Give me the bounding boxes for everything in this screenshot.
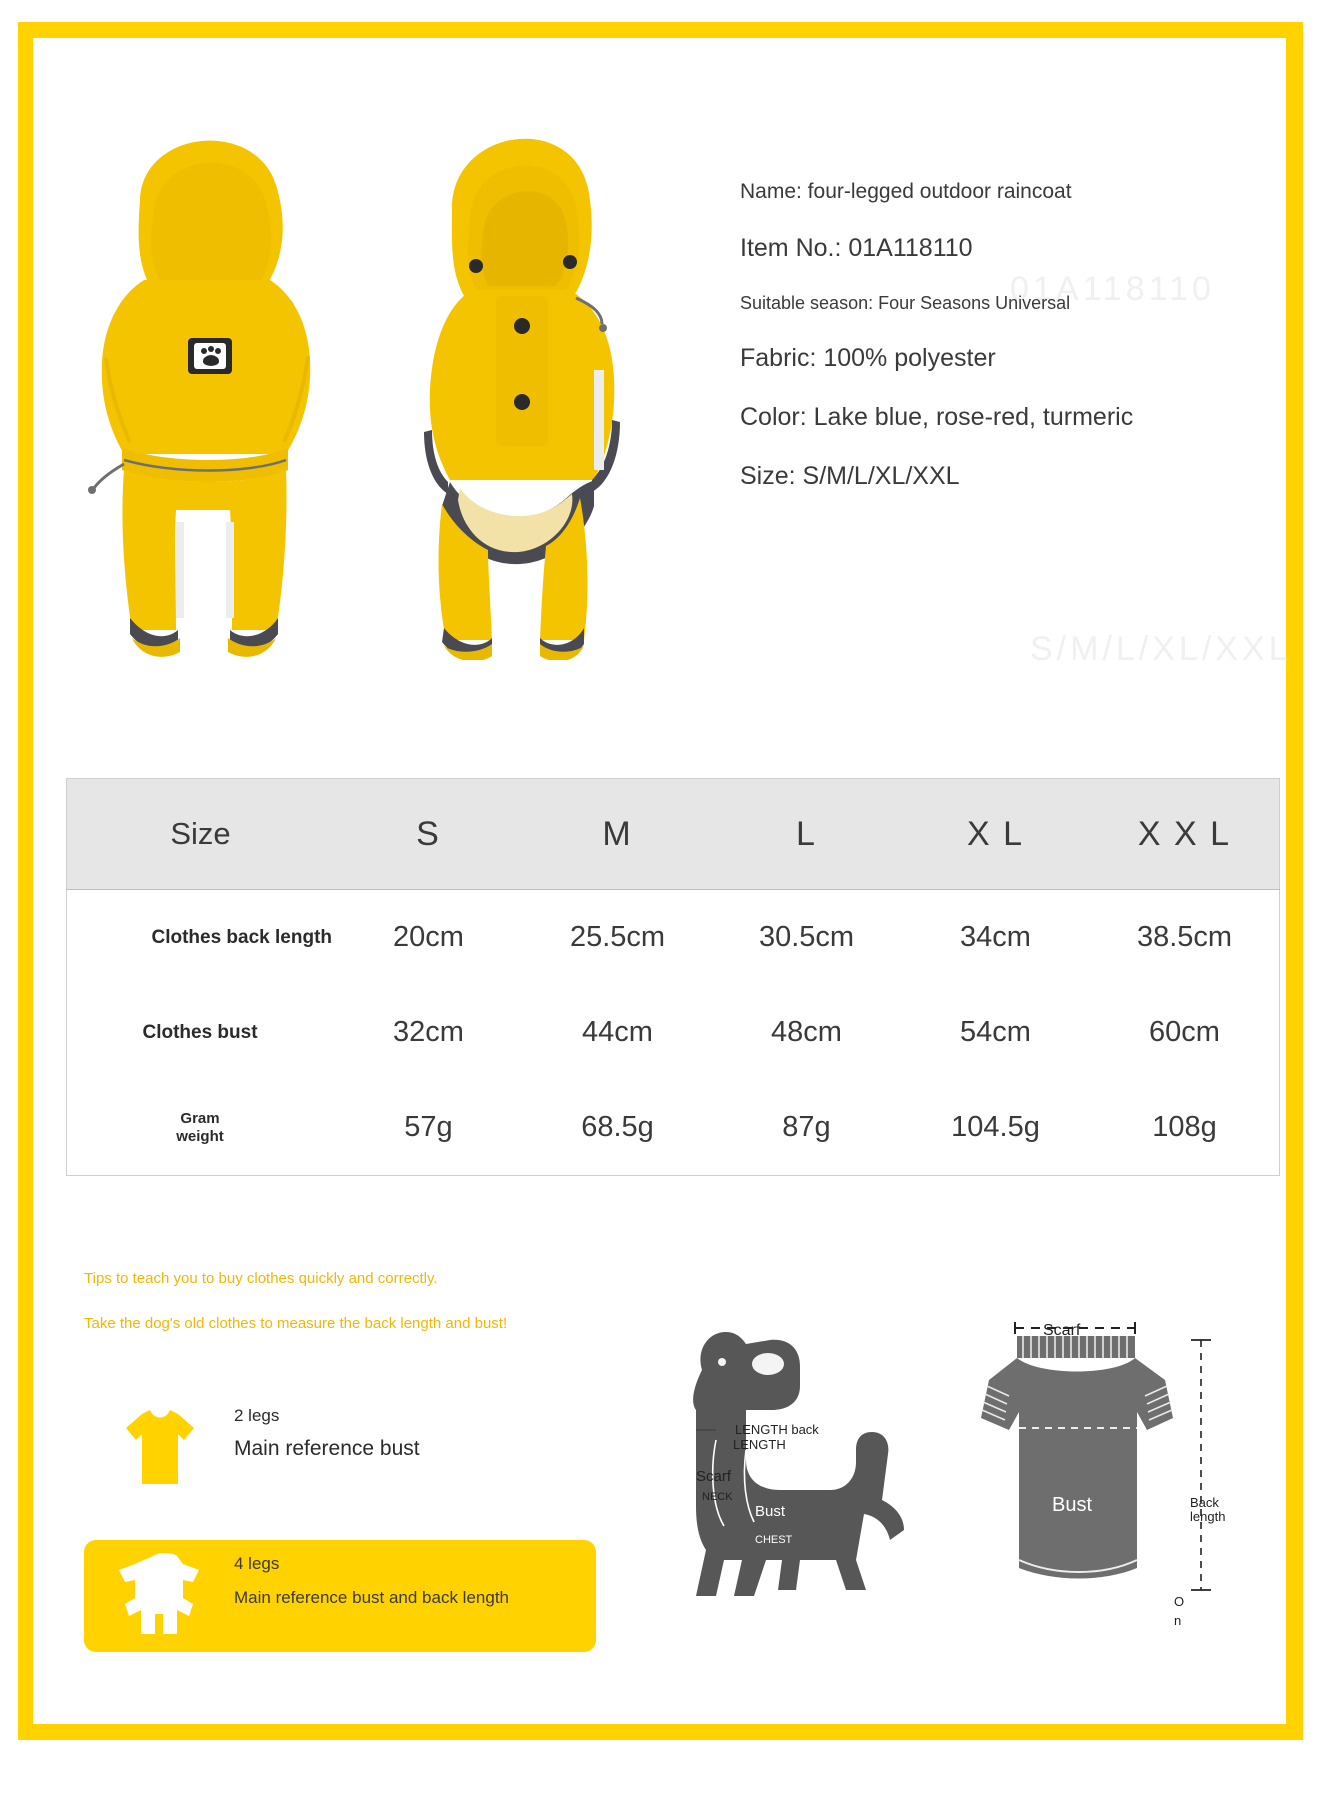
ghost-text-item: 01A118110 xyxy=(1010,270,1215,308)
size-col-s: S xyxy=(334,779,523,890)
cell-bust-s: 32cm xyxy=(393,1016,464,1048)
raincoat-back-view-image xyxy=(80,90,340,660)
row-label-gram-weight xyxy=(67,1080,335,1176)
label-chest: CHEST xyxy=(755,1534,793,1546)
size-header-label: Size xyxy=(67,779,335,890)
cell-back-length-s: 20cm xyxy=(393,921,464,953)
legs-option-4 xyxy=(84,1540,596,1652)
tip-line-1: Tips to teach you to buy clothes quickly and correctly. xyxy=(84,1270,438,1287)
cell-back-length-l: 30.5cm xyxy=(758,921,855,953)
cell-gram-s: 57g xyxy=(404,1111,453,1143)
cell-gram-m: 68.5g xyxy=(581,1111,654,1143)
spec-season: Suitable season: Four Seasons Universal xyxy=(740,293,1071,313)
spec-size: Size: S/M/L/XL/XXL xyxy=(740,462,960,490)
legs-options xyxy=(84,1392,644,1652)
cell-bust-l: 48cm xyxy=(771,1016,842,1048)
size-col-xl: X L xyxy=(901,779,1090,890)
four-leg-suit-icon xyxy=(114,1550,206,1642)
cell-gram-xl: 104.5g xyxy=(951,1111,1040,1143)
cell-gram-xxl: 108g xyxy=(1152,1111,1217,1143)
size-chart-table xyxy=(66,778,1280,1176)
label-scarf-shirt: Scarf xyxy=(1043,1322,1081,1339)
table-row xyxy=(67,1080,1280,1176)
legs-option-4-desc: Main reference bust and back length xyxy=(234,1588,510,1607)
raincoat-front-view-image xyxy=(380,90,650,660)
cell-bust-m: 44cm xyxy=(582,1016,653,1048)
label-bust-shirt: Bust xyxy=(1052,1494,1093,1516)
row-label-gram-weight-line1: Gram xyxy=(180,1110,220,1128)
label-length: LENGTH xyxy=(733,1437,786,1452)
label-bottom-2: n xyxy=(1174,1613,1182,1628)
cell-back-length-m: 25.5cm xyxy=(569,921,666,953)
table-row xyxy=(67,985,1280,1080)
size-col-m: M xyxy=(523,779,712,890)
table-header-row xyxy=(67,779,1280,890)
spec-item-no: Item No.: 01A118110 xyxy=(740,234,973,262)
ghost-text-size: S/M/L/XL/XXL xyxy=(1030,630,1292,668)
shirt-measurement-diagram xyxy=(975,1300,1275,1640)
product-spec-list xyxy=(740,180,1260,521)
row-label-gram-weight-line2: weight xyxy=(176,1127,224,1145)
spec-color: Color: Lake blue, rose-red, turmeric xyxy=(740,403,1134,431)
legs-option-2 xyxy=(84,1392,644,1504)
row-label-bust: Clothes bust xyxy=(142,1021,258,1043)
label-back-length-line2: length xyxy=(1190,1509,1226,1524)
row-label-back-length: Clothes back length xyxy=(151,926,332,948)
legs-option-2-desc: Main reference bust xyxy=(234,1437,420,1460)
spec-fabric: Fabric: 100% polyester xyxy=(740,344,996,372)
product-images xyxy=(60,70,690,670)
label-scarf-dog: Scarf xyxy=(696,1468,732,1485)
table-row xyxy=(67,890,1280,986)
dog-measurement-diagram xyxy=(650,1310,930,1630)
label-length-back: LENGTH back xyxy=(735,1422,819,1437)
tips-section xyxy=(84,1270,724,1360)
cell-back-length-xxl: 38.5cm xyxy=(1136,921,1233,953)
label-back-length-line1: Back xyxy=(1190,1495,1219,1510)
label-neck: NECK xyxy=(702,1491,733,1503)
cell-back-length-xl: 34cm xyxy=(960,921,1031,953)
cell-gram-l: 87g xyxy=(782,1111,831,1143)
tip-line-2: Take the dog's old clothes to measure the back length and bust! xyxy=(84,1315,508,1332)
legs-option-2-label: 2 legs xyxy=(234,1406,280,1425)
cell-bust-xxl: 60cm xyxy=(1149,1016,1220,1048)
spec-name: Name: four-legged outdoor raincoat xyxy=(740,180,1072,203)
tshirt-icon xyxy=(114,1402,206,1494)
size-col-xxl: X X L xyxy=(1090,779,1280,890)
legs-option-4-label: 4 legs xyxy=(234,1554,280,1573)
label-bottom-1: O xyxy=(1174,1594,1185,1609)
cell-bust-xl: 54cm xyxy=(960,1016,1031,1048)
label-bust-dog: Bust xyxy=(755,1503,786,1520)
size-col-l: L xyxy=(712,779,901,890)
